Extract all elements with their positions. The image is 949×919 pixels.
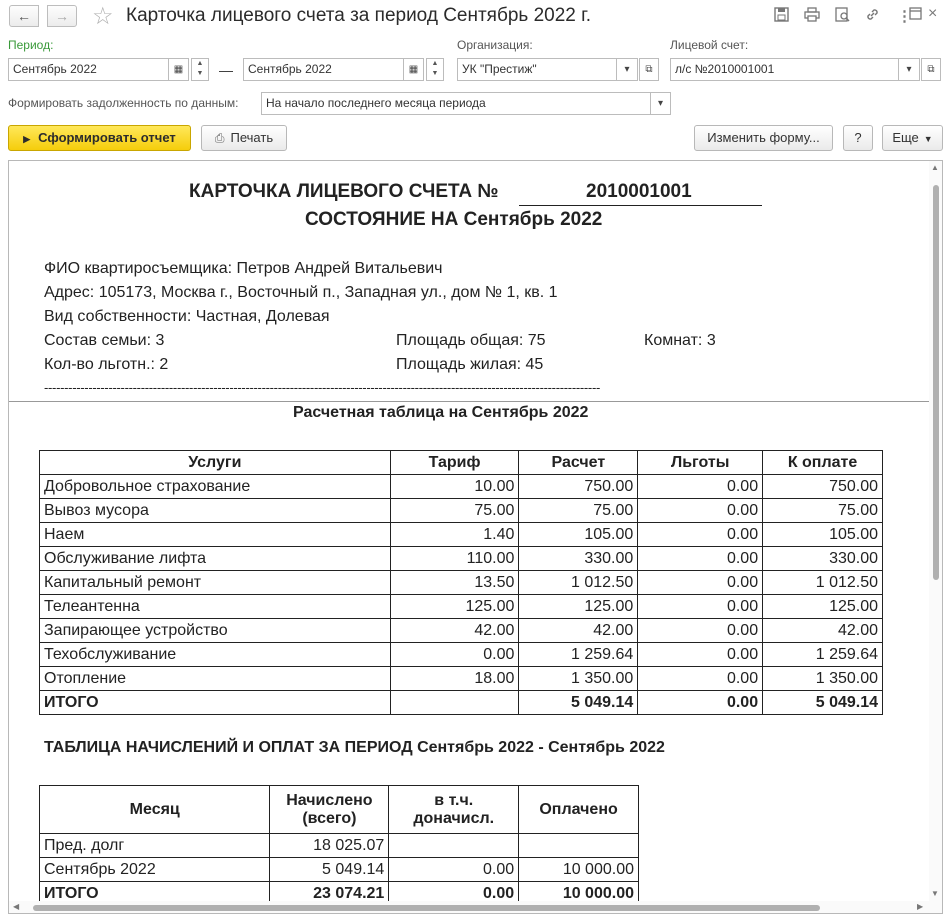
arrow-left-icon: ←	[17, 8, 31, 24]
table-cell: 1.40	[390, 523, 519, 547]
vertical-scrollbar[interactable]	[929, 161, 943, 901]
vertical-scroll-thumb[interactable]	[933, 185, 939, 580]
table-row	[40, 834, 639, 858]
table-cell: 0.00	[389, 882, 519, 906]
table-cell: 0.00	[638, 571, 763, 595]
table-row	[40, 667, 883, 691]
area-living: Площадь жилая: 45	[396, 356, 544, 373]
area-total: Площадь общая: 75	[396, 332, 546, 349]
table-cell: 10.00	[390, 475, 519, 499]
col-header	[389, 786, 519, 834]
horizontal-scroll-thumb[interactable]	[33, 905, 820, 911]
table-total-row	[40, 691, 883, 715]
table-cell: 13.50	[390, 571, 519, 595]
table-cell: 75.00	[390, 499, 519, 523]
debt-label: Формировать задолженность по данным:	[8, 96, 239, 110]
col-header-line: доначисл.	[413, 809, 495, 827]
table-row	[40, 547, 883, 571]
table-cell: 1 012.50	[519, 571, 638, 595]
col-header-to-pay: К оплате	[763, 451, 883, 475]
benefit-count: Кол-во льготн.: 2	[44, 356, 169, 373]
calendar-to-button[interactable]	[403, 58, 424, 81]
open-icon: ⧉	[645, 64, 653, 75]
room-count: Комнат: 3	[644, 332, 716, 349]
account-number: 2010001001	[586, 181, 692, 202]
chevron-down-icon: ▼	[431, 70, 439, 77]
organization-label: Организация:	[457, 38, 533, 52]
horizontal-scrollbar[interactable]	[9, 901, 943, 914]
chevron-up-icon: ▲	[431, 60, 439, 67]
ownership-type: Вид собственности: Частная, Долевая	[44, 308, 330, 325]
col-header	[40, 786, 270, 834]
table-cell: Техобслуживание	[40, 643, 391, 667]
table-cell: 125.00	[519, 595, 638, 619]
chevron-down-icon: ▾	[906, 64, 912, 75]
period-from-stepper[interactable]	[191, 58, 209, 81]
report-area[interactable]	[8, 160, 943, 914]
table-cell: 0.00	[638, 595, 763, 619]
table-cell: ИТОГО	[40, 882, 270, 906]
table-cell: 105.00	[519, 523, 638, 547]
link-icon[interactable]	[865, 7, 880, 26]
payments-table-title: ТАБЛИЦА НАЧИСЛЕНИЙ И ОПЛАТ ЗА ПЕРИОД Сентябрь 2022 - Сентябрь 2022	[44, 739, 665, 756]
account-label: Лицевой счет:	[670, 38, 749, 52]
period-to-stepper[interactable]	[426, 58, 444, 81]
account-number-underline	[519, 205, 762, 206]
table-cell: 5 049.14	[763, 691, 883, 715]
calendar-icon: ▦	[173, 64, 184, 75]
organization-open-button[interactable]	[639, 58, 659, 81]
section-divider	[9, 401, 929, 402]
table-row	[40, 643, 883, 667]
period-dash: —	[219, 62, 233, 78]
address: Адрес: 105173, Москва г., Восточный п., Западная ул., дом № 1, кв. 1	[44, 284, 558, 301]
print-button[interactable]	[201, 125, 287, 151]
col-header-line: Оплачено	[539, 800, 618, 818]
calendar-icon: ▦	[408, 64, 419, 75]
table-cell: 1 259.64	[519, 643, 638, 667]
table-cell: 5 049.14	[270, 858, 389, 882]
table-cell: 18.00	[390, 667, 519, 691]
period-from-field[interactable]: Сентябрь 2022	[8, 58, 169, 81]
table-cell: Капитальный ремонт	[40, 571, 391, 595]
table-cell: 75.00	[519, 499, 638, 523]
table-cell: 125.00	[390, 595, 519, 619]
col-header-line: (всего)	[302, 809, 357, 827]
arrow-right-icon: →	[55, 8, 69, 24]
floppy-disk-icon[interactable]	[774, 7, 789, 26]
scroll-down-icon[interactable]: ▼	[931, 889, 939, 898]
chevron-down-icon: ▾	[624, 64, 630, 75]
table-cell: 0.00	[638, 667, 763, 691]
window-icon[interactable]	[909, 7, 922, 24]
table-cell: 1 350.00	[519, 667, 638, 691]
table-cell: ИТОГО	[40, 691, 391, 715]
report-content	[9, 161, 929, 901]
play-icon: ▶	[23, 134, 31, 144]
col-header-line: Начислено	[286, 791, 373, 809]
table-cell: 125.00	[763, 595, 883, 619]
account-open-button[interactable]	[921, 58, 941, 81]
tenant-name: ФИО квартиросъемщика: Петров Андрей Витальевич	[44, 260, 443, 277]
table-cell: 42.00	[763, 619, 883, 643]
calc-table	[39, 450, 883, 715]
table-cell: 0.00	[638, 547, 763, 571]
table-cell: Обслуживание лифта	[40, 547, 391, 571]
more-button[interactable]	[882, 125, 943, 151]
table-cell: 750.00	[763, 475, 883, 499]
col-header-benefits: Льготы	[638, 451, 763, 475]
table-cell: 0.00	[638, 643, 763, 667]
table-cell: 1 259.64	[763, 643, 883, 667]
star-icon[interactable]: ☆	[92, 3, 114, 30]
forward-button[interactable]	[47, 5, 77, 27]
table-row	[40, 499, 883, 523]
close-icon[interactable]: ×	[928, 5, 938, 22]
table-cell: 1 012.50	[763, 571, 883, 595]
table-cell	[390, 691, 519, 715]
table-cell: 0.00	[638, 475, 763, 499]
table-cell: 5 049.14	[519, 691, 638, 715]
scroll-right-icon[interactable]: ▶	[917, 902, 924, 911]
generate-report-label: Сформировать отчет	[38, 130, 176, 145]
table-cell: 330.00	[763, 547, 883, 571]
table-cell: 750.00	[519, 475, 638, 499]
table-cell: 0.00	[638, 523, 763, 547]
table-cell: Пред. долг	[40, 834, 270, 858]
open-icon: ⧉	[927, 64, 935, 75]
family-size: Состав семьи: 3	[44, 332, 165, 349]
table-row	[40, 571, 883, 595]
window-title: Карточка лицевого счета за период Сентябрь 2022 г.	[126, 5, 592, 26]
table-cell: 42.00	[519, 619, 638, 643]
table-cell: Запирающее устройство	[40, 619, 391, 643]
payments-table	[39, 785, 639, 906]
table-cell: Добровольное страхование	[40, 475, 391, 499]
printer-icon: ⎙	[214, 131, 225, 145]
table-cell: 0.00	[638, 499, 763, 523]
table-row	[40, 619, 883, 643]
table-cell: Сентябрь 2022	[40, 858, 270, 882]
table-cell: 10 000.00	[519, 858, 639, 882]
change-form-button[interactable]: Изменить форму...	[694, 125, 833, 151]
calendar-from-button[interactable]	[168, 58, 189, 81]
col-header-services: Услуги	[40, 451, 391, 475]
table-cell: 105.00	[763, 523, 883, 547]
chevron-down-icon: ▾	[657, 98, 664, 109]
table-row	[40, 858, 639, 882]
table-cell: 10 000.00	[519, 882, 639, 906]
col-header	[519, 786, 639, 834]
table-cell: 23 074.21	[270, 882, 389, 906]
col-header-line: Месяц	[129, 800, 180, 818]
print-label: Печать	[230, 130, 274, 145]
table-row	[40, 523, 883, 547]
calc-table-title: Расчетная таблица на Сентябрь 2022	[293, 404, 589, 421]
chevron-down-icon: ▼	[923, 134, 933, 144]
table-cell: Наем	[40, 523, 391, 547]
table-row	[40, 595, 883, 619]
table-cell: 42.00	[390, 619, 519, 643]
table-cell: 110.00	[390, 547, 519, 571]
table-row	[40, 475, 883, 499]
magnifier-icon[interactable]	[835, 7, 850, 26]
scroll-left-icon[interactable]: ◀	[13, 902, 20, 911]
organization-dropdown-button[interactable]	[616, 58, 638, 81]
chevron-down-icon: ▼	[196, 70, 204, 77]
table-cell: 75.00	[763, 499, 883, 523]
period-to-field[interactable]: Сентябрь 2022	[243, 58, 404, 81]
table-cell: 1 350.00	[763, 667, 883, 691]
table-cell: 0.00	[390, 643, 519, 667]
organization-field[interactable]: УК "Престиж"	[457, 58, 617, 81]
table-cell: 0.00	[638, 619, 763, 643]
more-label: Еще	[892, 130, 919, 145]
back-button[interactable]	[9, 5, 39, 27]
table-cell: 0.00	[638, 691, 763, 715]
table-cell: 0.00	[389, 858, 519, 882]
title-bar	[0, 0, 949, 34]
dashed-separator: ------------------------------------------------------------------------------------------------------------------------------------------	[44, 380, 601, 395]
table-cell: 330.00	[519, 547, 638, 571]
col-header	[270, 786, 389, 834]
account-dropdown-button[interactable]	[898, 58, 920, 81]
chevron-up-icon: ▲	[196, 60, 204, 67]
table-cell: Отопление	[40, 667, 391, 691]
account-field[interactable]: л/с №2010001001	[670, 58, 899, 81]
report-title: КАРТОЧКА ЛИЦЕВОГО СЧЕТА №	[189, 181, 499, 202]
table-cell: Телеантенна	[40, 595, 391, 619]
debt-dropdown-button[interactable]	[650, 92, 671, 115]
table-cell	[389, 834, 519, 858]
col-header-tariff: Тариф	[390, 451, 519, 475]
table-cell	[519, 834, 639, 858]
col-header-line: в т.ч.	[434, 791, 474, 809]
table-cell: 18 025.07	[270, 834, 389, 858]
printer-icon[interactable]	[804, 7, 820, 26]
help-button[interactable]: ?	[843, 125, 873, 151]
debt-select[interactable]: На начало последнего месяца периода	[261, 92, 651, 115]
scroll-up-icon[interactable]: ▲	[931, 163, 939, 172]
period-label: Период:	[8, 38, 54, 52]
table-cell: Вывоз мусора	[40, 499, 391, 523]
state-line: СОСТОЯНИЕ НА Сентябрь 2022	[305, 209, 603, 230]
col-header-calc: Расчет	[519, 451, 638, 475]
generate-report-button[interactable]	[8, 125, 191, 151]
dots-vertical-icon[interactable]: ⋮	[897, 8, 912, 25]
